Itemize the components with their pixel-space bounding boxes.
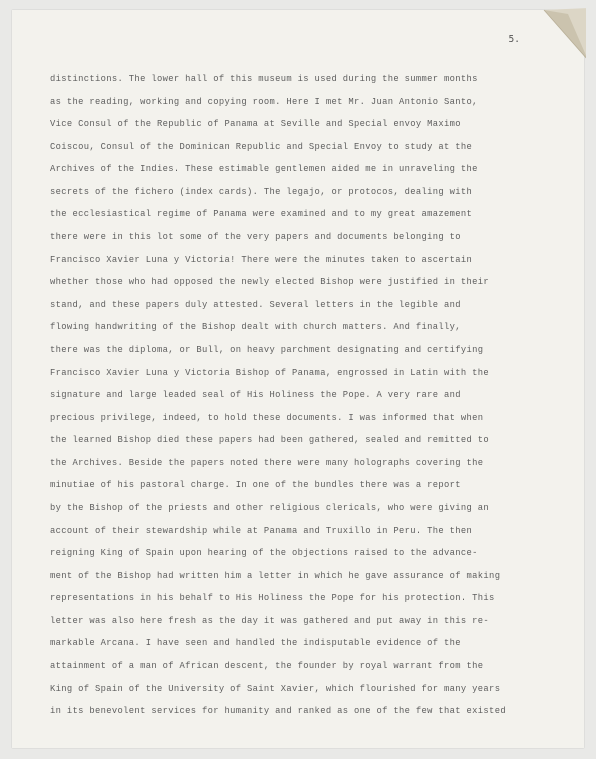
text-line: signature and large leaded seal of His Holiness the Pope. A very rare and [50,390,461,401]
text-line: there was the diploma, or Bull, on heavy parchment designating and certifying [50,344,484,355]
text-line: ment of the Bishop had written him a letter in which he gave assurance of making [50,570,501,581]
text-line: reigning King of Spain upon hearing of the objections raised to the advance- [50,548,478,559]
text-line: whether those who had opposed the newly elected Bishop were justified in their [50,277,490,288]
text-line: representations in his behalf to His Holiness the Pope for his protection. This [50,593,495,604]
text-line: minutiae of his pastoral charge. In one of the bundles there was a report [50,480,461,491]
text-line: as the reading, working and copying room. Here I met Mr. Juan Antonio Santo, [50,96,478,107]
text-line: Francisco Xavier Luna y Victoria Bishop of Panama, engrossed in Latin with the [50,367,490,378]
text-line: Francisco Xavier Luna y Victoria! There were the minutes taken to ascertain [50,254,473,265]
text-line: Vice Consul of the Republic of Panama at Seville and Special envoy Maximo [50,119,461,130]
text-line: account of their stewardship while at Panama and Truxillo in Peru. The then [50,525,473,536]
text-line: markable Arcana. I have seen and handled the indisputable evidence of the [50,638,461,649]
text-line: King of Spain of the University of Saint Xavier, which flourished for many years [50,683,501,694]
text-line: in its benevolent services for humanity and ranked as one of the few that existed [50,706,506,717]
text-line: the Archives. Beside the papers noted there were many holographs covering the [50,457,484,468]
text-line: distinctions. The lower hall of this museum is used during the summer months [50,74,478,84]
text-line: letter was also here fresh as the day it was gathered and put away in this re- [50,615,490,626]
page-number: 5. [508,34,520,45]
text-line: precious privilege, indeed, to hold these documents. I was informed that when [50,412,484,423]
text-line: there were in this lot some of the very papers and documents belonging to [50,232,461,243]
text-line: secrets of the fichero (index cards). The legajo, or protocos, dealing with [50,186,473,197]
text-line: stand, and these papers duly attested. Several letters in the legible and [50,299,461,310]
text-line: Coiscou, Consul of the Dominican Republic and Special Envoy to study at the [50,141,473,152]
text-line: by the Bishop of the priests and other religious clericals, who were giving an [50,502,490,513]
text-line: the learned Bishop died these papers had been gathered, sealed and remitted to [50,435,490,446]
text-line: the ecclesiastical regime of Panama were examined and to my great amazement [50,209,473,220]
folded-corner-icon [534,8,586,64]
text-line: Archives of the Indies. These estimable gentlemen aided me in unraveling the [50,164,478,175]
text-line: flowing handwriting of the Bishop dealt with church matters. And finally, [50,322,461,333]
text-line: attainment of a man of African descent, the founder by royal warrant from the [50,661,484,672]
typed-text-body [50,68,560,723]
document-page [12,10,584,748]
